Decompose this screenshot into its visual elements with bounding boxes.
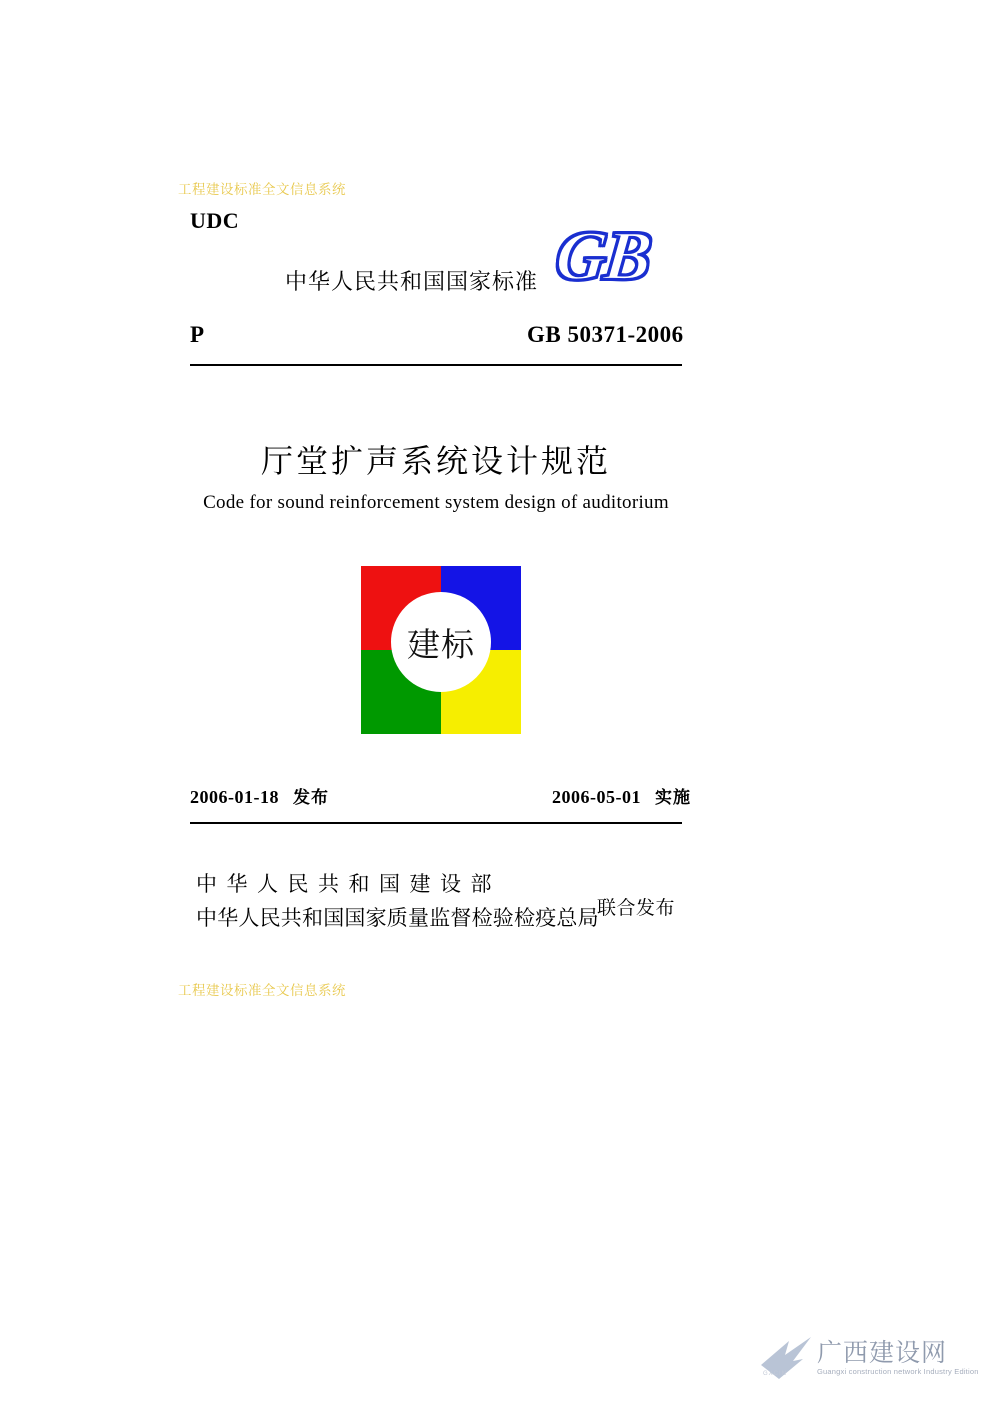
divider-bottom <box>190 822 682 824</box>
udc-label: UDC <box>190 208 240 233</box>
page-title-english: Code for sound reinforcement system design of auditorium <box>203 492 669 513</box>
divider-top <box>190 364 682 366</box>
issuer-block <box>196 868 599 932</box>
issuer-line-1: 中华人民共和国建设部 <box>196 872 501 896</box>
issue-date-value: 2006-01-18 <box>190 787 279 807</box>
issuer-line-2: 中华人民共和国国家质量监督检验检疫总局 <box>196 906 599 930</box>
effective-date-row <box>552 783 691 808</box>
effective-date-label: 实施 <box>655 788 691 808</box>
corner-logo-english: Guangxi construction network Industry Edition <box>817 1367 979 1376</box>
effective-date-value: 2006-05-01 <box>552 787 641 807</box>
watermark-top: 工程建设标准全文信息系统 <box>178 182 346 197</box>
national-standard-title: 中华人民共和国国家标准 <box>285 270 539 295</box>
issue-date-row <box>190 783 329 808</box>
jianbiao-emblem <box>361 566 521 734</box>
issue-date-label: 发布 <box>293 788 329 808</box>
joint-issue-label: 联合发布 <box>597 897 676 919</box>
emblem-label: 建标 <box>407 624 475 664</box>
gb-logo: GB <box>552 218 654 295</box>
corner-logo-sub: GXCIN <box>763 1371 788 1377</box>
standard-code-number: GB 50371-2006 <box>527 322 684 347</box>
corner-logo-chinese: 广西建设网 <box>817 1338 948 1367</box>
corner-watermark-logo <box>759 1331 977 1389</box>
classification-mark: P <box>190 322 205 347</box>
page-title-chinese: 厅堂扩声系统设计规范 <box>260 442 611 480</box>
watermark-bottom: 工程建设标准全文信息系统 <box>178 983 346 998</box>
